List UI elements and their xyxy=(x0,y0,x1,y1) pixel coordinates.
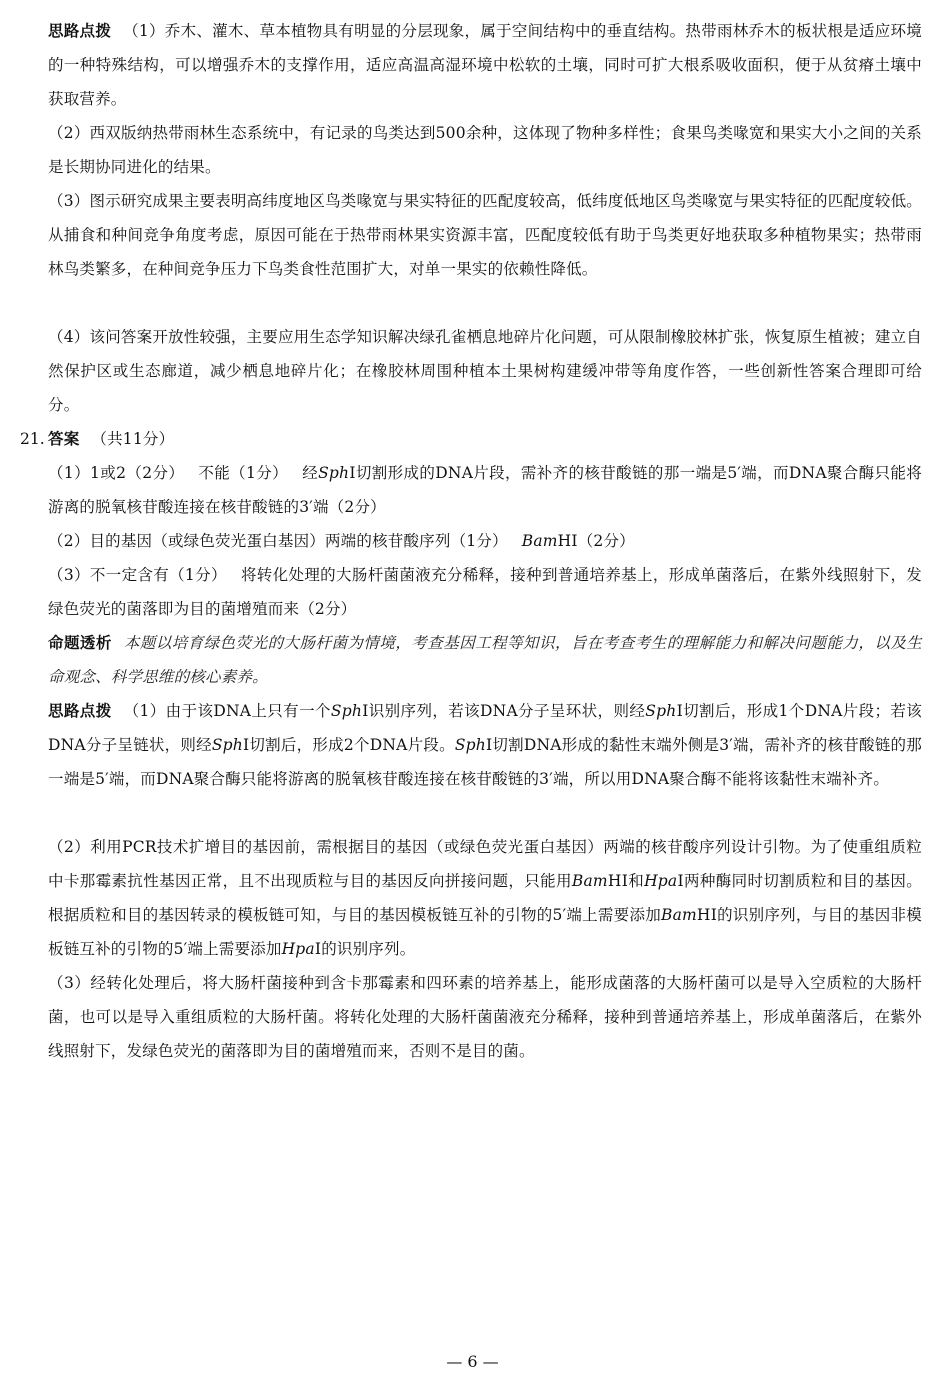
answer-text: （3）不一定含有（1分） xyxy=(48,566,227,584)
q20-thinking-p4 xyxy=(48,320,922,422)
enzyme-name: Sph xyxy=(330,702,363,720)
q20-thinking-p1 xyxy=(48,14,922,116)
score-text: （共11分） xyxy=(91,430,175,448)
paragraph-text: （3）经转化处理后，将大肠杆菌接种到含卡那霉素和四环素的培养基上，能形成菌落的大肠杆菌可以是导入空质粒的大肠杆菌，也可以是导入重组质粒的大肠杆菌。将转化处理的大肠杆菌菌液充分稀释，接种到普通培养基上，形成单菌落后，在紫外线照射下，发绿色荧光的菌落即为目的菌增殖而来，否则不是目的菌。 xyxy=(48,974,922,1060)
intent-label: 命题透析 xyxy=(48,634,112,652)
thinking-label: 思路点拨 xyxy=(48,702,112,720)
q21-answer-1 xyxy=(48,456,922,524)
enzyme-name: Bam xyxy=(660,906,697,924)
q21-intent xyxy=(48,626,922,694)
q21-answer-heading xyxy=(48,422,922,456)
intent-text: 本题以培育绿色荧光的大肠杆菌为情境，考查基因工程等知识，旨在考查考生的理解能力和解决问题能力，以及生命观念、科学思维的核心素养。 xyxy=(48,634,922,686)
enzyme-name: Hpa xyxy=(644,872,678,890)
q21-answer-2 xyxy=(48,524,922,558)
paragraph-text: HⅠ的识别序列，与目的基因非模板链互补的引物的5′端上需要添加 xyxy=(48,906,922,958)
paragraph-text: （1）乔木、灌木、草本植物具有明显的分层现象，属于空间结构中的垂直结构。热带雨林乔木的板状根是适应环境的一种特殊结构，可以增强乔木的支撑作用，适应高温高湿环境中松软的土壤，同时可扩大根系吸收面积，便于从贫瘠土壤中获取营养。 xyxy=(48,22,922,108)
paragraph-text: Ⅰ的识别序列。 xyxy=(314,940,416,958)
question-number: 21. xyxy=(20,430,45,448)
paragraph-text: Ⅰ切割后，形成2个DNA片段。 xyxy=(242,736,455,754)
enzyme-name: Sph xyxy=(318,464,350,482)
q21-answer-3 xyxy=(48,558,922,626)
paragraph-text: （1）由于该DNA上只有一个 xyxy=(123,702,331,720)
thinking-label: 思路点拨 xyxy=(48,22,112,40)
paragraph-text: （4）该问答案开放性较强，主要应用生态学知识解决绿孔雀栖息地碎片化问题，可从限制橡胶林扩张，恢复原生植被；建立自然保护区或生态廊道，减少栖息地碎片化；在橡胶林周围种植本土果树构建缓冲带等角度作答，一些创新性答案合理即可给分。 xyxy=(48,328,922,414)
answer-text: （2）目的基因（或绿色荧光蛋白基因）两端的核苷酸序列（1分） xyxy=(48,532,508,550)
enzyme-name: Sph xyxy=(454,736,486,754)
paragraph-text: Ⅰ切割DNA形成的黏性末端外侧是3′端，需补齐的核苷酸链的那一端是5′端，而DNA聚合酶只能将游离的脱氧核苷酸连接在核苷酸链的3′端，所以用DNA聚合酶不能将该黏性末端补齐。 xyxy=(48,736,922,788)
answer-text: 不能（1分） xyxy=(198,464,289,482)
q21-thinking-3 xyxy=(48,966,922,1068)
paragraph-text: HⅠ和 xyxy=(607,872,645,890)
enzyme-name: Sph xyxy=(211,736,243,754)
paragraph-text: （3）图示研究成果主要表明高纬度地区鸟类喙宽与果实特征的匹配度较高，低纬度低地区鸟类喙宽与果实特征的匹配度较低。从捕食和种间竞争角度考虑，原因可能在于热带雨林果实资源丰富，匹配度较低有助于鸟类更好地获取多种植物果实；热带雨林鸟类繁多，在种间竞争压力下鸟类食性范围扩大，对单一果实的依赖性降低。 xyxy=(48,192,922,278)
enzyme-name: Bam xyxy=(521,532,558,550)
answer-text: 将转化处理的大肠杆菌菌液充分稀释，接种到普通培养基上，形成单菌落后，在紫外线照射下，发绿色荧光的菌落即为目的菌增殖而来（2分） xyxy=(48,566,923,618)
enzyme-name: Bam xyxy=(571,872,608,890)
page-number: — 6 — xyxy=(446,1352,499,1371)
enzyme-name: Hpa xyxy=(281,940,315,958)
paragraph-text: Ⅰ切割后，形成1个DNA片段；若该DNA分子呈链状，则经 xyxy=(48,702,922,754)
q20-thinking-p3 xyxy=(48,184,922,286)
paragraph-text: Ⅰ识别序列，若该DNA分子呈环状，则经 xyxy=(362,702,646,720)
paragraph-text: （2）西双版纳热带雨林生态系统中，有记录的鸟类达到500余种，这体现了物种多样性；食果鸟类喙宽和果实大小之间的关系是长期协同进化的结果。 xyxy=(48,124,922,176)
q20-thinking-p2 xyxy=(48,116,922,184)
paragraph-text: （2）利用PCR技术扩增目的基因前，需根据目的基因（或绿色荧光蛋白基因）两端的核苷酸序列设计引物。为了使重组质粒中卡那霉素抗性基因正常，且不出现质粒与目的基因反向拼接问题，只能用 xyxy=(48,838,922,890)
paragraph-text: Ⅰ两种酶同时切割质粒和目的基因。根据质粒和目的基因转录的模板链可知，与目的基因模板链互补的引物的5′端上需要添加 xyxy=(48,872,922,924)
answer-text: HⅠ（2分） xyxy=(557,532,635,550)
q21-thinking-1 xyxy=(48,694,922,796)
answer-text: Ⅰ切割形成的DNA片段，需补齐的核苷酸链的那一端是5′端，而DNA聚合酶只能将游离的脱氧核苷酸连接在核苷酸链的3′端（2分） xyxy=(48,464,922,516)
answer-text: （1）1或2（2分） xyxy=(48,464,185,482)
answer-label: 答案 xyxy=(48,430,80,448)
answer-text: 经 xyxy=(302,464,319,482)
enzyme-name: Sph xyxy=(645,702,677,720)
q21-thinking-2 xyxy=(48,830,922,966)
